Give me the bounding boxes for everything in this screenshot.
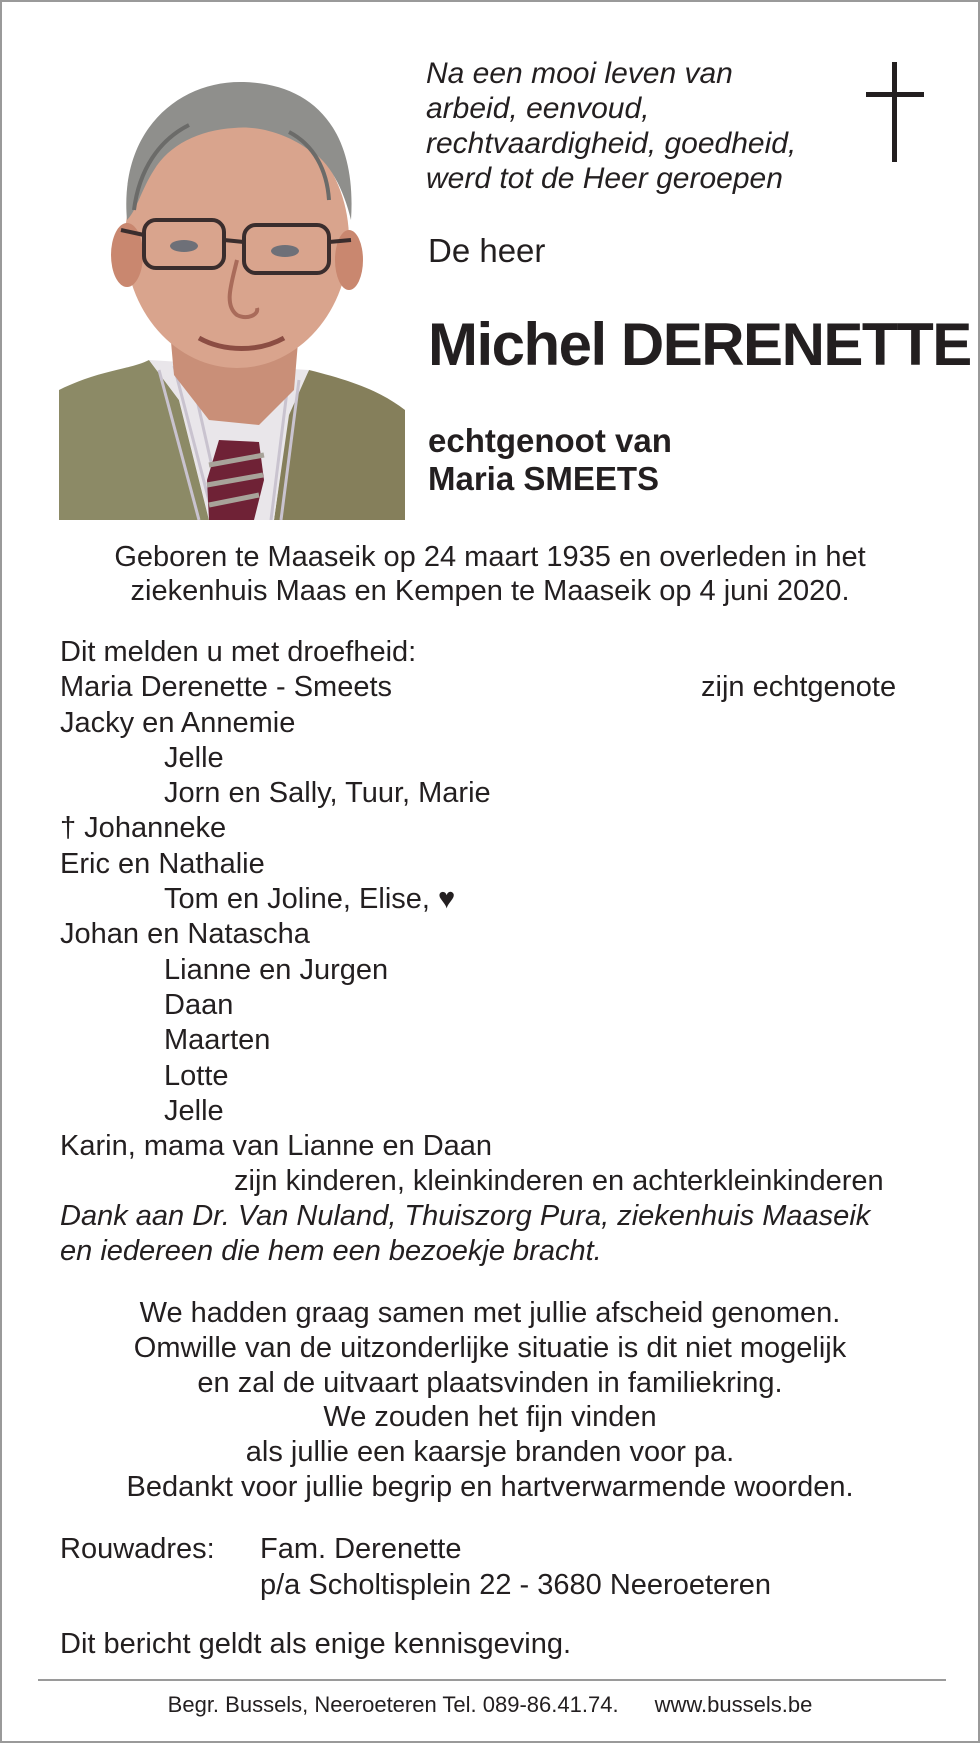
farewell-line: We hadden graag samen met jullie afscheid genomen. [139, 1297, 841, 1329]
birth-death-info [32, 540, 948, 608]
latin-cross-icon [866, 62, 924, 162]
family-summary: zijn kinderen, kleinkinderen en achterkleinkinderen [234, 1165, 884, 1198]
mourner-name: Maria Derenette - Smeets [60, 671, 393, 704]
title-label: De heer [428, 232, 546, 269]
mourner-line: Jorn en Sally, Tuur, Marie [164, 777, 491, 810]
mourner-line: Lianne en Jurgen [164, 953, 389, 986]
mourner-line: Eric en Nathalie [60, 847, 265, 880]
farewell-line: Bedankt voor jullie begrip en hartverwarmende woorden. [126, 1470, 854, 1503]
intro-line: arbeid, eenvoud, [426, 92, 650, 125]
farewell-message [32, 1296, 948, 1505]
thanks-line: en iedereen die hem een bezoekje bracht. [60, 1235, 602, 1267]
intro-line: Na een mooi leven van [426, 57, 733, 90]
mourner-line: Tom en Joline, Elise, ♥ [164, 883, 456, 916]
mourner-line: Maarten [164, 1024, 271, 1057]
mourners-intro: Dit melden u met droefheid: [60, 636, 417, 668]
farewell-line: en zal de uitvaart plaatsvinden in familiekring. [197, 1366, 783, 1399]
address-label: Rouwadres: [60, 1533, 215, 1565]
notice-text: Dit bericht geldt als enige kennisgeving. [60, 1628, 572, 1660]
spouse-role: zijn echtgenote [701, 671, 897, 704]
mourner-line: Lotte [164, 1059, 229, 1092]
farewell-line: als jullie een kaarsje branden voor pa. [245, 1436, 735, 1469]
spouse-line: Maria SMEETS [428, 460, 660, 497]
mourner-line: Karin, mama van Lianne en Daan [60, 1130, 493, 1163]
mourner-line: Jelle [164, 741, 224, 774]
website-link[interactable]: www.bussels.be [654, 1692, 813, 1717]
address-line-1: Fam. Derenette [260, 1533, 462, 1565]
intro-verse [426, 56, 846, 196]
mourner-line: Jacky en Annemie [60, 706, 296, 739]
footer [2, 1692, 978, 1718]
undertaker-info: Begr. Bussels, Neeroeteren Tel. 089-86.41.74. [167, 1692, 619, 1717]
mourner-line: Jelle [164, 1094, 224, 1127]
thanks-line: Dank aan Dr. Van Nuland, Thuiszorg Pura, ziekenhuis Maaseik [60, 1200, 871, 1232]
born-line: ziekenhuis Maas en Kempen te Maaseik op 4 juni 2020. [130, 575, 850, 607]
mourner-line: Johan en Natascha [60, 918, 310, 951]
intro-line: werd tot de Heer geroepen [426, 162, 783, 195]
intro-line: rechtvaardigheid, goedheid, [426, 127, 797, 160]
farewell-line: We zouden het fijn vinden [323, 1401, 657, 1434]
spouse-info [428, 422, 672, 498]
footer-divider [38, 1679, 946, 1681]
deceased-name: Michel DERENETTE [428, 311, 971, 378]
mourner-line: Daan [164, 988, 234, 1021]
mourners-list [60, 635, 940, 1200]
spouse-line: echtgenoot van [428, 422, 672, 459]
portrait-photo [59, 70, 405, 520]
mourner-line: † Johanneke [60, 812, 227, 845]
born-line: Geboren te Maaseik op 24 maart 1935 en overleden in het [114, 541, 866, 573]
farewell-line: Omwille van de uitzonderlijke situatie is dit niet mogelijk [133, 1331, 847, 1364]
mourner-line [60, 670, 940, 705]
thanks-note [60, 1199, 940, 1269]
address-line-2: p/a Scholtisplein 22 - 3680 Neeroeteren [260, 1569, 772, 1601]
